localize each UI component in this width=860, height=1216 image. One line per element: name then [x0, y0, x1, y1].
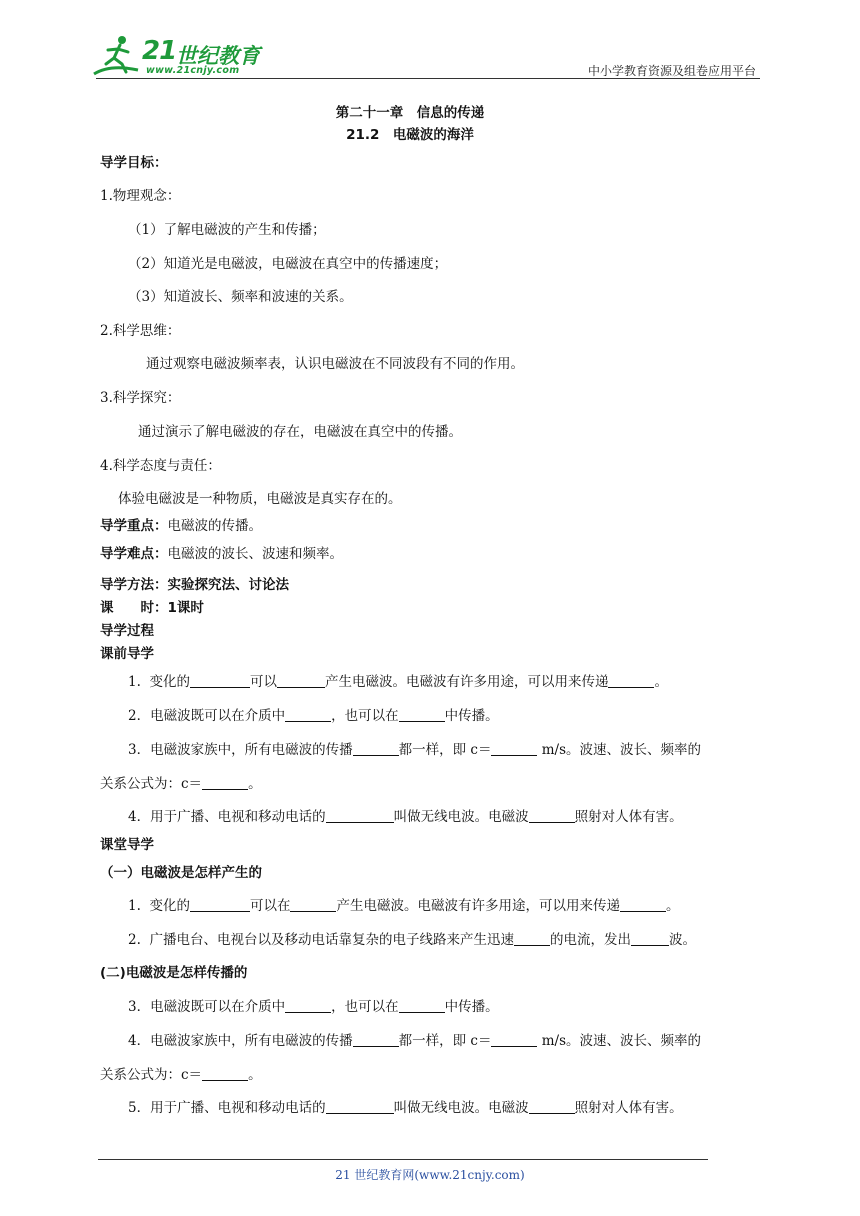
answer-blank[interactable]: [491, 741, 537, 756]
goal-1-sub-3: （3）知道波长、频率和波速的关系。: [128, 289, 353, 305]
answer-blank[interactable]: [514, 931, 550, 946]
pre-q4: 4．用于广播、电视和移动电话的 叫做无线电波。电磁波 照射对人体有害。: [128, 809, 683, 825]
answer-blank[interactable]: [491, 1032, 537, 1047]
logo-text: 世纪教育: [176, 44, 260, 68]
answer-blank[interactable]: [326, 1099, 394, 1114]
answer-blank[interactable]: [529, 1099, 575, 1114]
in-q4: 4．电磁波家族中，所有电磁波的传播 都一样，即 c＝ m/s。波速、波长、频率的: [128, 1033, 702, 1049]
pre-q3-cont: 关系公式为：c＝ 。: [100, 776, 262, 792]
logo-url: www.21cnjy.com: [146, 65, 240, 76]
answer-blank[interactable]: [190, 673, 250, 688]
process-heading: 导学过程: [100, 623, 154, 639]
in-q3: 3．电磁波既可以在介质中 ，也可以在 中传播。: [128, 999, 499, 1015]
period: 课 时：1课时: [100, 600, 204, 616]
site-logo: [92, 34, 262, 78]
in-q2: 2. 广播电台、电视台以及移动电话靠复杂的电子线路来产生迅速 的电流，发出 波。: [128, 932, 696, 948]
answer-blank[interactable]: [202, 775, 248, 790]
answer-blank[interactable]: [202, 1066, 248, 1081]
goals-heading: 导学目标：: [100, 155, 168, 171]
answer-blank[interactable]: [285, 998, 331, 1013]
answer-blank[interactable]: [620, 897, 666, 912]
pre-q3: 3．电磁波家族中，所有电磁波的传播 都一样，即 c＝ m/s。波速、波长、频率的: [128, 742, 702, 758]
answer-blank[interactable]: [285, 707, 331, 722]
goal-3-title: 3.科学探究：: [100, 390, 181, 406]
header-divider: [96, 78, 760, 79]
in-class-sub-2: (二)电磁波是怎样传播的: [100, 965, 248, 981]
pre-class-heading: 课前导学: [100, 646, 154, 662]
answer-blank[interactable]: [290, 897, 336, 912]
key-point: 导学重点：电磁波的传播。: [100, 518, 262, 534]
chapter-title: 第二十一章 信息的传递: [335, 105, 485, 121]
answer-blank[interactable]: [326, 808, 394, 823]
footer-link[interactable]: 21 世纪教育网(www.21cnjy.com): [335, 1168, 525, 1182]
answer-blank[interactable]: [529, 808, 575, 823]
in-class-heading: 课堂导学: [100, 837, 154, 853]
answer-blank[interactable]: [353, 741, 399, 756]
running-man-icon: [92, 34, 140, 78]
in-q4-cont: 关系公式为：c＝ 。: [100, 1067, 262, 1083]
section-title: 21.2 电磁波的海洋: [346, 127, 474, 143]
answer-blank[interactable]: [631, 931, 669, 946]
goal-4-text: 体验电磁波是一种物质，电磁波是真实存在的。: [118, 491, 402, 507]
method: 导学方法：实验探究法、讨论法: [100, 577, 289, 593]
answer-blank[interactable]: [399, 998, 445, 1013]
pre-q1: 1. 变化的 可以 产生电磁波。电磁波有许多用途，可以用来传递 。: [128, 674, 668, 690]
answer-blank[interactable]: [277, 673, 325, 688]
goal-1-sub-2: （2）知道光是电磁波，电磁波在真空中的传播速度；: [128, 256, 448, 272]
goal-1-sub-1: （1）了解电磁波的产生和传播；: [128, 222, 326, 238]
in-q5: 5．用于广播、电视和移动电话的 叫做无线电波。电磁波 照射对人体有害。: [128, 1100, 683, 1116]
goal-3-text: 通过演示了解电磁波的存在，电磁波在真空中的传播。: [138, 424, 462, 440]
goal-1-title: 1.物理观念：: [100, 188, 181, 204]
goal-2-text: 通过观察电磁波频率表，认识电磁波在不同波段有不同的作用。: [146, 356, 524, 372]
in-class-sub-1: （一）电磁波是怎样产生的: [100, 865, 262, 881]
goal-4-title: 4.科学态度与责任：: [100, 458, 221, 474]
pre-q2: 2．电磁波既可以在介质中 ，也可以在 中传播。: [128, 708, 499, 724]
goal-2-title: 2.科学思维：: [100, 323, 181, 339]
difficulty: 导学难点：电磁波的波长、波速和频率。: [100, 546, 343, 562]
footer-divider: [98, 1159, 708, 1160]
answer-blank[interactable]: [608, 673, 654, 688]
answer-blank[interactable]: [399, 707, 445, 722]
platform-name: 中小学教育资源及组卷应用平台: [587, 64, 756, 78]
answer-blank[interactable]: [190, 897, 250, 912]
answer-blank[interactable]: [353, 1032, 399, 1047]
logo-number: 21: [142, 36, 177, 66]
in-q1: 1. 变化的 可以在 产生电磁波。电磁波有许多用途，可以用来传递 。: [128, 898, 680, 914]
